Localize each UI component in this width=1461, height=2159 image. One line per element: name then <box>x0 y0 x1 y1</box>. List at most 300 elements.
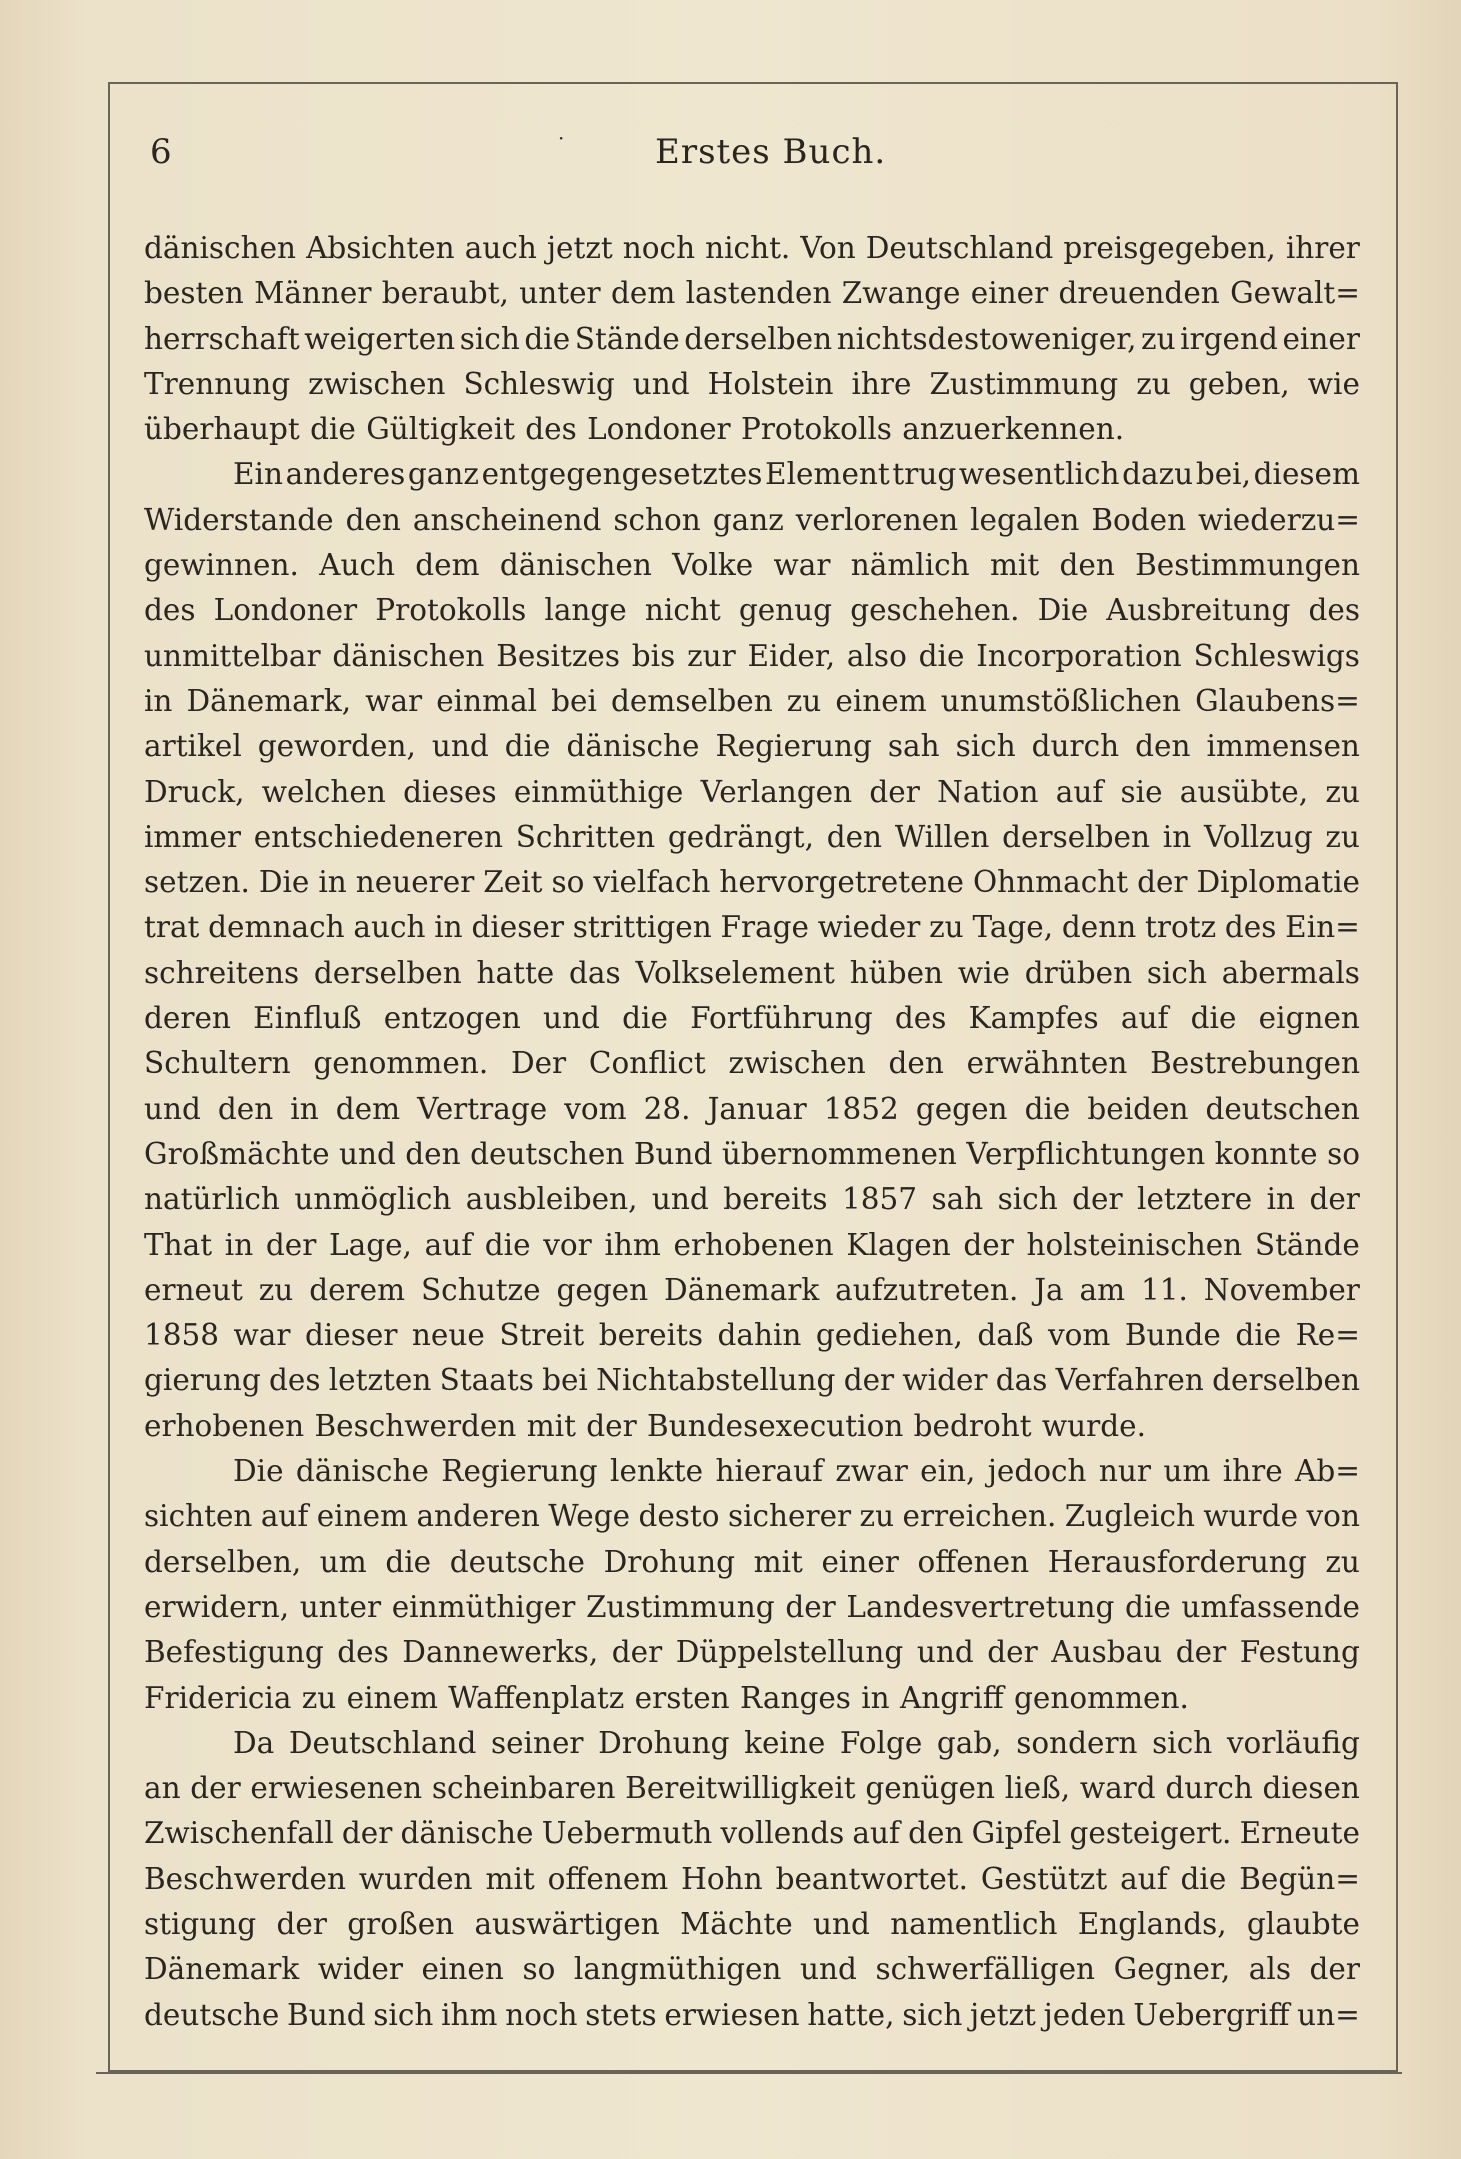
word: also <box>846 638 907 673</box>
word: Vertrage <box>417 1091 548 1126</box>
word: und <box>542 1001 600 1036</box>
word: derselben <box>1212 1363 1360 1398</box>
word: vorläufig <box>1226 1725 1360 1760</box>
word: Zeit <box>483 865 543 900</box>
word: dänische <box>566 729 700 764</box>
word: Fridericia <box>144 1680 292 1715</box>
word: um <box>319 1544 367 1579</box>
word: Zwange <box>841 276 961 311</box>
word: zu <box>859 1499 895 1534</box>
word: Ab= <box>1295 1454 1360 1489</box>
text-line <box>144 452 1360 497</box>
word: wurden <box>358 1861 473 1896</box>
text-line <box>144 317 1360 362</box>
word: in <box>861 1680 890 1715</box>
word: wie <box>957 955 1010 990</box>
word: der <box>963 1227 1014 1262</box>
word: sich <box>902 1997 963 2032</box>
text-line <box>144 1404 1360 1449</box>
text-line <box>144 362 1360 407</box>
word: Glaubens= <box>1195 683 1360 718</box>
text-line <box>144 1268 1360 1313</box>
word: nicht <box>644 593 721 628</box>
text-line <box>144 1087 1360 1132</box>
word: schwerfälligen <box>875 1952 1096 1987</box>
word: die <box>622 1001 668 1036</box>
word: demnach <box>208 910 345 945</box>
word: hervorgetretene <box>719 865 964 900</box>
word: war <box>365 683 423 718</box>
word: in <box>224 1227 254 1262</box>
word: Schleswigs <box>1193 638 1360 673</box>
word: in <box>290 1091 319 1126</box>
word: Bundesexecution <box>647 1408 904 1443</box>
word: das <box>995 1363 1048 1398</box>
word: erhobenen <box>144 1408 305 1443</box>
word: glaubte <box>1246 1906 1360 1941</box>
word: des <box>1308 593 1360 628</box>
text-line <box>144 860 1360 905</box>
word: Ranges <box>739 1680 851 1715</box>
word: erhobenen <box>673 1227 834 1262</box>
word: Eider, <box>747 638 836 673</box>
word: hierauf <box>715 1454 823 1489</box>
word: Einfluß <box>253 1001 362 1036</box>
word: erwiesen <box>664 1997 800 2032</box>
word: an <box>144 1771 181 1806</box>
word: einmüthige <box>513 774 684 809</box>
word: und <box>632 366 690 401</box>
word: Holstein <box>707 366 834 401</box>
word: nämlich <box>850 548 970 583</box>
word: denn <box>1061 910 1137 945</box>
word: artikel <box>144 729 242 764</box>
word: der <box>190 1771 241 1806</box>
word: vielfach <box>593 865 711 900</box>
word: Regierung <box>715 729 872 764</box>
text-line <box>144 634 1360 679</box>
word: sicherer <box>727 1499 852 1534</box>
word: Bestimmungen <box>1135 548 1360 583</box>
word: mit <box>989 548 1040 583</box>
word: stets <box>585 1997 657 2032</box>
word: mit <box>526 1408 576 1443</box>
word: Zustimmung <box>929 366 1119 401</box>
word: in <box>434 910 463 945</box>
word: aufzutreten. <box>835 1272 1019 1307</box>
word: Ja <box>1034 1272 1064 1307</box>
word: dänischen <box>332 638 485 673</box>
word: war <box>773 548 831 583</box>
word: auch <box>464 231 537 265</box>
word: die <box>1235 1318 1282 1353</box>
word: Volke <box>672 548 754 583</box>
word: sich <box>955 729 1016 764</box>
word: offenen <box>917 1544 1030 1579</box>
word: ihm <box>604 1227 661 1262</box>
word: des <box>144 593 196 628</box>
word: so <box>551 865 585 900</box>
word: Begün= <box>1239 1861 1360 1896</box>
word: dazu <box>1122 457 1194 492</box>
word: schreitens <box>144 955 300 990</box>
word: Widerstande <box>144 502 334 537</box>
body-text <box>144 226 1360 2038</box>
word: vollends <box>720 1816 845 1851</box>
word: Angriff <box>900 1680 1004 1715</box>
word: zwischen <box>308 366 446 401</box>
word: trotz <box>1145 910 1217 945</box>
word: Von <box>800 231 856 265</box>
word: Düppelstellung <box>675 1635 904 1670</box>
word: der <box>987 1635 1038 1670</box>
word: derem <box>309 1272 406 1307</box>
word: Festung <box>1239 1635 1360 1670</box>
word: derselben <box>684 321 833 356</box>
word: dänischen <box>144 231 297 265</box>
word: zu <box>1136 366 1171 401</box>
word: Streit <box>499 1318 585 1353</box>
word: Trennung <box>144 366 291 401</box>
word: einmüthiger <box>391 1589 576 1624</box>
word: der <box>843 1363 895 1398</box>
text-line <box>144 588 1360 633</box>
word: durch <box>1031 729 1120 764</box>
word: Zugleich <box>1064 1499 1196 1534</box>
text-line <box>144 951 1360 996</box>
word: 28. <box>643 1091 691 1126</box>
word: zu <box>301 1680 337 1715</box>
word: Dänemark <box>144 1952 300 1987</box>
word: auswärtigen <box>474 1906 660 1941</box>
text-line <box>144 1766 1360 1811</box>
word: Verpflichtungen <box>966 1136 1206 1171</box>
word: gewinnen. <box>144 548 299 583</box>
word: sich <box>459 321 520 356</box>
word: wiederzu= <box>1198 502 1360 537</box>
word: am <box>1079 1272 1126 1307</box>
word: auf <box>1120 1001 1169 1036</box>
word: lange <box>544 593 627 628</box>
word: jetzt <box>970 1997 1036 2032</box>
word: dänischen <box>499 548 652 583</box>
word: drüben <box>1024 955 1133 990</box>
word: Ein <box>233 457 283 492</box>
word: bei, <box>1195 457 1251 492</box>
word: Deutschland <box>288 1725 477 1760</box>
word: und <box>651 1182 709 1217</box>
word: Kampfes <box>968 1001 1099 1036</box>
word: war <box>233 1318 291 1353</box>
word: Englands, <box>1077 1906 1227 1941</box>
word: Volkselement <box>635 955 835 990</box>
word: Willen <box>894 819 990 854</box>
word: so <box>522 1952 556 1987</box>
word: die <box>1190 1001 1237 1036</box>
word: strittigen <box>572 910 712 945</box>
word: nichtsdestoweniger, <box>836 321 1137 356</box>
word: dem <box>335 1091 401 1126</box>
word: genügen <box>865 1771 996 1806</box>
word: Ein= <box>1285 910 1360 945</box>
word: die <box>310 412 356 447</box>
word: der <box>586 1408 637 1443</box>
word: konnte <box>1214 1136 1318 1171</box>
word: den <box>888 1046 944 1081</box>
word: ersten <box>634 1680 730 1715</box>
word: legalen <box>970 502 1080 537</box>
word: umfassende <box>1181 1589 1360 1624</box>
text-line <box>144 1857 1360 1902</box>
word: wider <box>902 1363 988 1398</box>
word: sich <box>1146 955 1207 990</box>
word: letztere <box>1137 1182 1253 1217</box>
word: offenem <box>547 1861 669 1896</box>
word: den <box>826 819 883 854</box>
word: diesem <box>1253 457 1360 492</box>
word: gesteigert. <box>1069 1816 1232 1851</box>
word: zu <box>1325 819 1360 854</box>
word: erwähnten <box>966 1046 1128 1081</box>
text-line <box>144 1223 1360 1268</box>
word: unter <box>299 1589 382 1624</box>
word: unumstößlichen <box>940 683 1182 718</box>
word: wurde <box>1203 1499 1299 1534</box>
word: die <box>484 1227 531 1262</box>
word: erwidern, <box>144 1589 290 1624</box>
word: ganz <box>712 502 784 537</box>
word: Drohung <box>603 1544 736 1579</box>
word: gedrängt, <box>667 819 814 854</box>
word: genommen. <box>1014 1680 1189 1715</box>
word: keine <box>744 1725 826 1760</box>
text-line <box>144 498 1360 543</box>
word: einmal <box>436 683 538 718</box>
word: Protokolls <box>740 412 892 447</box>
word: sondern <box>1016 1725 1138 1760</box>
word: Waffenplatz <box>448 1680 625 1715</box>
word: trug <box>892 457 957 492</box>
word: übernommenen <box>721 1136 957 1171</box>
word: der <box>1175 1635 1227 1670</box>
word: sich <box>1152 1725 1213 1760</box>
word: der <box>265 1227 317 1262</box>
header-dot: · <box>558 126 565 150</box>
word: wider <box>317 1952 403 1987</box>
word: scheinbaren <box>431 1771 616 1806</box>
text-line <box>144 1585 1360 1630</box>
word: Nation <box>937 774 1039 809</box>
word: Stände <box>1254 1227 1360 1262</box>
word: Herausforderung <box>1047 1544 1307 1579</box>
word: sich <box>997 1182 1058 1217</box>
word: die <box>1024 1091 1071 1126</box>
word: natürlich <box>144 1182 280 1217</box>
word: lastenden <box>685 276 832 311</box>
word: neue <box>411 1318 485 1353</box>
word: wesentlich <box>958 457 1120 492</box>
word: einen <box>421 1952 504 1987</box>
word: die <box>504 729 551 764</box>
word: Absichten <box>306 231 455 265</box>
word: ausübte, <box>1179 774 1309 809</box>
word: Lage, <box>329 1227 412 1262</box>
word: so <box>1327 1136 1360 1171</box>
word: Bereitwilligkeit <box>625 1771 856 1806</box>
word: verlorenen <box>795 502 959 537</box>
word: Auch <box>319 548 395 583</box>
word: daß <box>977 1318 1034 1353</box>
word: Erneute <box>1239 1816 1360 1851</box>
word: einem <box>346 1680 438 1715</box>
word: geworden, <box>257 729 416 764</box>
word: anzuerkennen. <box>902 412 1125 447</box>
word: Besitzes <box>496 638 620 673</box>
word: der <box>611 1635 663 1670</box>
word: Schutze <box>420 1272 541 1307</box>
word: besten <box>144 276 244 311</box>
word: ihre <box>851 366 912 401</box>
word: Stände <box>574 321 680 356</box>
word: gegen <box>915 1091 1008 1126</box>
word: langmüthigen <box>573 1952 782 1987</box>
word: deren <box>144 1001 231 1036</box>
word: die <box>524 321 571 356</box>
text-line <box>144 543 1360 588</box>
word: sichten <box>144 1499 253 1534</box>
word: Januar <box>707 1091 807 1126</box>
word: hatte, <box>807 1997 895 2032</box>
text-line <box>144 1041 1360 1086</box>
word: beantwortet. <box>775 1861 969 1896</box>
word: preisgegeben, <box>1063 231 1276 265</box>
word: nicht. <box>705 231 791 265</box>
word: und <box>431 729 489 764</box>
word: ein, <box>920 1454 976 1489</box>
word: herrschaft <box>144 321 300 356</box>
text-line <box>144 407 1360 452</box>
word: Dannewerks, <box>402 1635 599 1670</box>
word: Die <box>1037 593 1089 628</box>
text-line <box>144 770 1360 815</box>
word: in <box>1266 1182 1296 1217</box>
word: Verfahren <box>1055 1363 1204 1398</box>
word: geben, <box>1188 366 1290 401</box>
word: dem <box>610 276 676 311</box>
word: entgegengesetztes <box>481 457 763 492</box>
word: auf <box>1055 774 1104 809</box>
word: anderen <box>416 1499 540 1534</box>
word: Gewalt= <box>1230 276 1360 311</box>
word: dahin <box>717 1318 802 1353</box>
word: Schultern <box>144 1046 291 1081</box>
word: Boden <box>1091 502 1187 537</box>
word: den <box>908 1816 964 1851</box>
word: dänische <box>400 1816 534 1851</box>
word: vom <box>1047 1318 1111 1353</box>
word: Regierung <box>441 1454 598 1489</box>
word: wie <box>1307 366 1360 401</box>
word: Gegner, <box>1113 1952 1231 1987</box>
word: Schritten <box>515 819 656 854</box>
word: 11. <box>1140 1272 1188 1307</box>
word: Bund <box>633 1136 713 1171</box>
word: beiden <box>1087 1091 1189 1126</box>
word: genommen. <box>313 1046 489 1081</box>
word: das <box>569 955 621 990</box>
word: unter <box>519 276 601 311</box>
word: entzogen <box>383 1001 521 1036</box>
word: der <box>785 1589 836 1624</box>
word: bereits <box>598 1318 704 1353</box>
word: der <box>1309 1182 1360 1217</box>
word: jeden <box>1043 1997 1126 2032</box>
word: als <box>1248 1952 1291 1987</box>
word: zu <box>786 683 822 718</box>
word: Da <box>233 1725 275 1760</box>
word: letzten <box>328 1363 432 1398</box>
word: Zustimmung <box>585 1589 775 1624</box>
word: die <box>918 638 965 673</box>
word: von <box>1306 1499 1360 1534</box>
word: gierung <box>144 1363 261 1398</box>
word: abermals <box>1221 955 1360 990</box>
page-number: 6 <box>150 132 172 172</box>
word: Männer <box>254 276 372 311</box>
text-line <box>144 271 1360 316</box>
word: derselben <box>313 955 462 990</box>
word: noch <box>505 1997 578 2032</box>
word: setzen. <box>144 865 250 900</box>
word: auf <box>1120 1861 1168 1896</box>
word: schon <box>613 502 701 537</box>
word: 1857 <box>841 1182 918 1217</box>
word: des <box>1224 910 1277 945</box>
word: jedoch <box>987 1454 1087 1489</box>
text-line <box>144 996 1360 1041</box>
word: die <box>1125 1589 1171 1624</box>
word: immer <box>144 819 241 854</box>
word: der <box>276 1906 327 1941</box>
word: sich <box>373 1997 434 2032</box>
word: Mächte <box>680 1906 793 1941</box>
word: bei <box>542 1363 588 1398</box>
word: Bestrebungen <box>1150 1046 1360 1081</box>
text-line <box>144 1313 1360 1358</box>
word: Protokolls <box>375 593 527 628</box>
word: Fortführung <box>690 1001 873 1036</box>
word: des <box>337 1635 389 1670</box>
word: Dänemark, <box>186 683 352 718</box>
text-line <box>144 1494 1360 1539</box>
word: Beschwerden <box>314 1408 517 1443</box>
word: unmittelbar <box>144 638 321 673</box>
word: der <box>869 774 920 809</box>
word: un= <box>1297 1997 1360 2032</box>
word: noch <box>622 231 696 265</box>
word: Nichtabstellung <box>596 1363 836 1398</box>
word: einer <box>1282 321 1360 356</box>
word: ihm <box>441 1997 498 2032</box>
word: Incorporation <box>976 638 1182 673</box>
word: Zwischenfall <box>144 1816 334 1851</box>
word: Vollzug <box>1203 819 1313 854</box>
word: wurde. <box>1041 1408 1146 1443</box>
word: den <box>1059 548 1115 583</box>
word: Ausbau <box>1051 1635 1163 1670</box>
word: einem <box>835 683 927 718</box>
word: einer <box>970 276 1049 311</box>
